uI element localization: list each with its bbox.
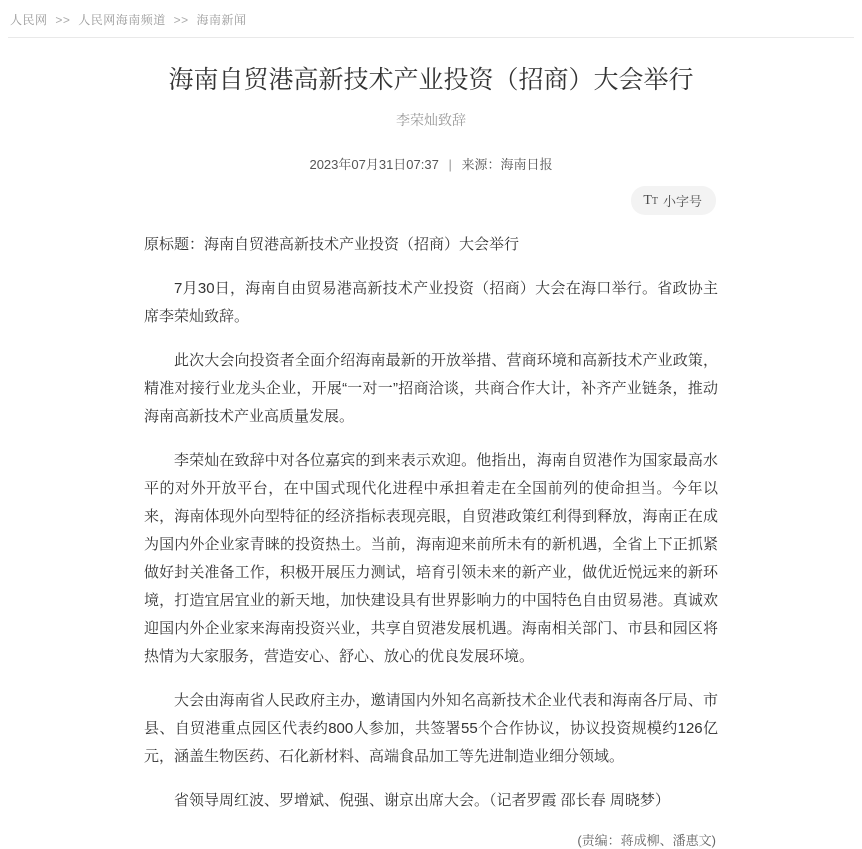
font-size-button-label: 小字号 [662,193,702,209]
article-paragraph: 李荣灿在致辞中对各位嘉宾的到来表示欢迎。他指出，海南自贸港作为国家最高水平的对外开放平台，在中国式现代化进程中承担着走在全国前列的使命担当。今年以来，海南体现外向型特征的经济指标表现亮眼，自贸港政策红利得到释放，海南正在成为国内外企业家青睐的投资热土。当前，海南迎来前所未有的新机遇，全省上下正抓紧做好封关准备工作，积极开展压力测试，培育引领未来的新产业，做优近悦远来的新环境，打造宜居宜业的新天地，加快建设具有世界影响力的中国特色自由贸易港。真诚欢迎国内外企业家来海南投资兴业，共享自贸港发展机遇。海南相关部门、市县和园区将热情为大家服务，营造安心、舒心、放心的优良发展环境。 [144,451,718,665]
article-subtitle: 李荣灿致辞 [396,111,466,128]
header-divider [8,37,854,38]
article-body [144,231,718,815]
source-link[interactable]: 海南日报 [500,156,553,172]
breadcrumb [0,0,862,37]
meta-separator: | [448,156,452,172]
text-size-icon: TT [643,192,658,208]
breadcrumb-separator: >> [55,13,71,27]
breadcrumb-link-hainan-channel[interactable]: 人民网海南频道 [78,13,166,27]
article-paragraph: 大会由海南省人民政府主办，邀请国内外知名高新技术企业代表和海南各厅局、市县、自贸港重点园区代表约800人参加，共签署55个合作协议，协议投资规模约126亿元，涵盖生物医药、石化新材料、高端食品加工等先进制造业细分领域。 [144,691,718,765]
breadcrumb-link-hainan-news[interactable]: 海南新闻 [196,13,247,27]
original-title-line: 原标题：海南自贸港高新技术产业投资（招商）大会举行 [144,235,520,253]
article-title: 海南自贸港高新技术产业投资（招商）大会举行 [168,66,694,94]
editor-credits: (责编：蒋成柳、潘惠文) [577,832,716,848]
article-meta [144,154,718,173]
article-paragraph: 省领导周红波、罗增斌、倪强、谢京出席大会。（记者罗霞 邵长春 周晓梦） [174,791,670,809]
publish-date: 2023年07月31日07:37 [309,156,439,172]
font-size-button[interactable] [631,186,716,215]
article-container [144,64,718,849]
breadcrumb-link-peoples-daily[interactable]: 人民网 [10,13,48,27]
article-paragraph: 7月30日，海南自由贸易港高新技术产业投资（招商）大会在海口举行。省政协主席李荣灿致辞。 [144,279,718,325]
source-label: 来源： [461,156,501,172]
article-paragraph: 此次大会向投资者全面介绍海南最新的开放举措、营商环境和高新技术产业政策，精准对接行业龙头企业，开展“一对一”招商洽谈，共商合作大计，补齐产业链条，推动海南高新技术产业高质量发展。 [144,351,718,425]
breadcrumb-separator: >> [173,13,189,27]
article-toolbar [144,186,718,215]
